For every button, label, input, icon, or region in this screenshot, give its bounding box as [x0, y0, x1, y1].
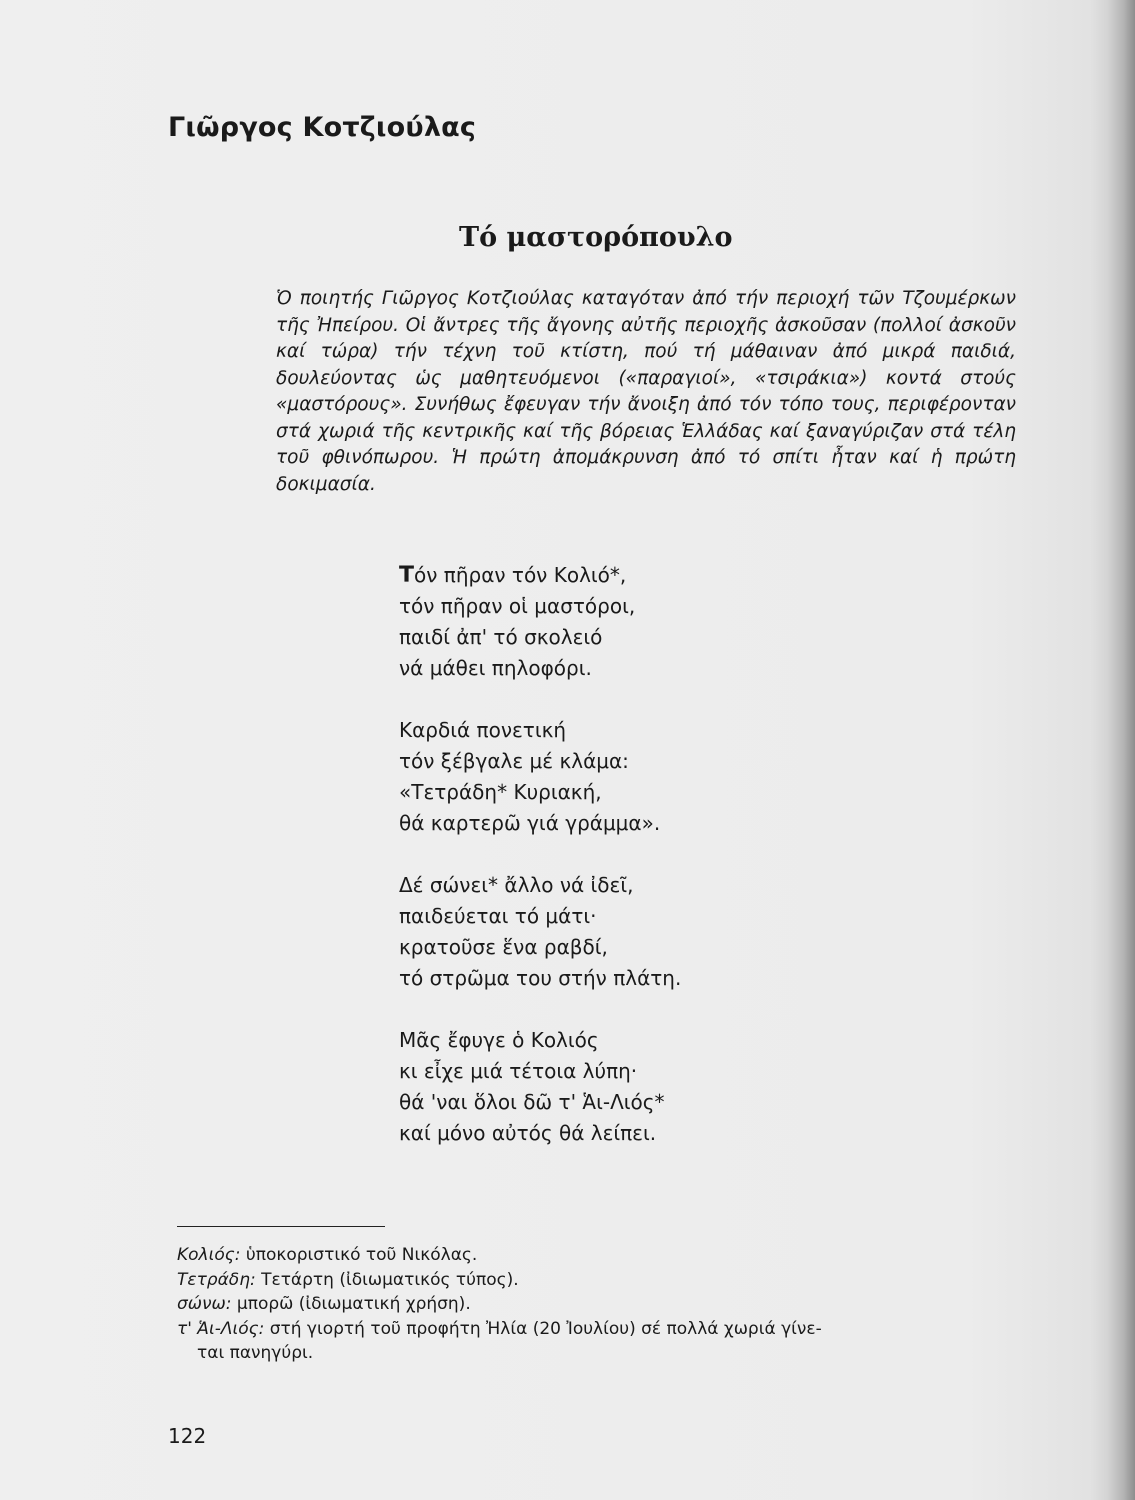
poem-line: τόν ξέβγαλε μέ κλάμα:: [399, 749, 629, 773]
stanza: [399, 1025, 681, 1149]
footnote-continuation: ται πανηγύρι.: [197, 1343, 314, 1363]
poem-line: Καρδιά πονετική: [399, 718, 567, 742]
footnote: [177, 1268, 1037, 1293]
poem-line: θά καρτερῶ γιά γράμμα».: [399, 811, 661, 835]
poem-line: τό στρῶμα του στήν πλάτη.: [399, 966, 682, 990]
poem-line: παιδεύεται τό μάτι·: [399, 904, 597, 928]
spine-shadow: [1107, 0, 1135, 1500]
poem-line: παιδί ἀπ' τό σκολειό: [399, 625, 603, 649]
poem-line: θά 'ναι ὅλοι δῶ τ' Ἁι-Λιός*: [399, 1090, 665, 1114]
poem-line: Δέ σώνει* ἄλλο νά ἰδεῖ,: [399, 873, 634, 897]
footnote-text: στή γιορτή τοῦ προφήτη Ἠλία (20 Ἰουλίου) σέ πολλά χωριά γίνε-: [264, 1318, 822, 1339]
poem-line: Τόν πῆραν τόν Κολιό*,: [399, 563, 627, 588]
page-number: 122: [168, 1424, 207, 1448]
stanza: [399, 560, 681, 684]
footnote-term: Κολιός:: [177, 1245, 241, 1265]
footnote: [177, 1317, 1037, 1366]
poem-body: [399, 560, 681, 1180]
poem-line: κι εἶχε μιά τέτοια λύπη·: [399, 1059, 638, 1083]
poem-line: νά μάθει πηλοφόρι.: [399, 656, 592, 680]
poem-line: κρατοῦσε ἕνα ραβδί,: [399, 935, 608, 959]
drop-cap: Τ: [399, 563, 415, 588]
intro-paragraph: Ὁ ποιητής Γιῶργος Κοτζιούλας καταγόταν ἀπό τήν περιοχή τῶν Τζουμέρκων τῆς Ἠπείρου. Οἱ ἄντρες τῆς ἄγονης αὐτῆς περιοχῆς ἀσκοῦσαν (πολλοί ἀσκοῦν καί τώρα) τήν τέχνη τοῦ κτίστη, πού τή μάθαιναν ἀπό μικρά παιδιά, δουλεύοντας ὡς μαθητευόμενοι («παραγιοί», «τσιράκια») κοντά στούς «μαστόρους». Συνήθως ἔφευγαν τήν ἄνοιξη ἀπό τόν τόπο τους, περιφέρονταν στά χωριά τῆς κεντρικῆς καί τῆς βόρειας Ἑλλάδας καί ξαναγύριζαν στά τέλη τοῦ φθινόπωρου. Ἡ πρώτη ἀπομάκρυνση ἀπό τό σπίτι ἦταν καί ἡ πρώτη δοκιμασία.: [276, 288, 1016, 495]
stanza: [399, 870, 681, 994]
footnote-term: σώνω:: [177, 1294, 232, 1314]
poem-line: τόν πῆραν οἱ μαστόροι,: [399, 594, 636, 618]
author-name: Γιῶργος Κοτζιούλας: [168, 112, 477, 143]
poem-line: καί μόνο αὐτός θά λείπει.: [399, 1121, 657, 1145]
footnote-text: Τετάρτη (ἰδιωματικός τύπος).: [255, 1269, 519, 1290]
footnote-text: ὑποκοριστικό τοῦ Νικόλας.: [240, 1245, 478, 1265]
footnote: [177, 1292, 1037, 1317]
footnote-text: μπορῶ (ἰδιωματική χρήση).: [231, 1294, 471, 1314]
poem-line: Μᾶς ἔφυγε ὁ Κολιός: [399, 1028, 599, 1052]
footnotes: [177, 1243, 1037, 1366]
stanza: [399, 715, 681, 839]
footnote-term: Τετράδη:: [177, 1269, 256, 1290]
poem-title: Τό μαστορόπουλο: [459, 222, 733, 253]
poem-line: «Τετράδη* Κυριακή,: [399, 780, 602, 804]
footnote: [177, 1243, 1037, 1268]
footnote-divider: [177, 1226, 385, 1227]
footnote-term: τ' Ἁι-Λιός:: [177, 1318, 265, 1339]
